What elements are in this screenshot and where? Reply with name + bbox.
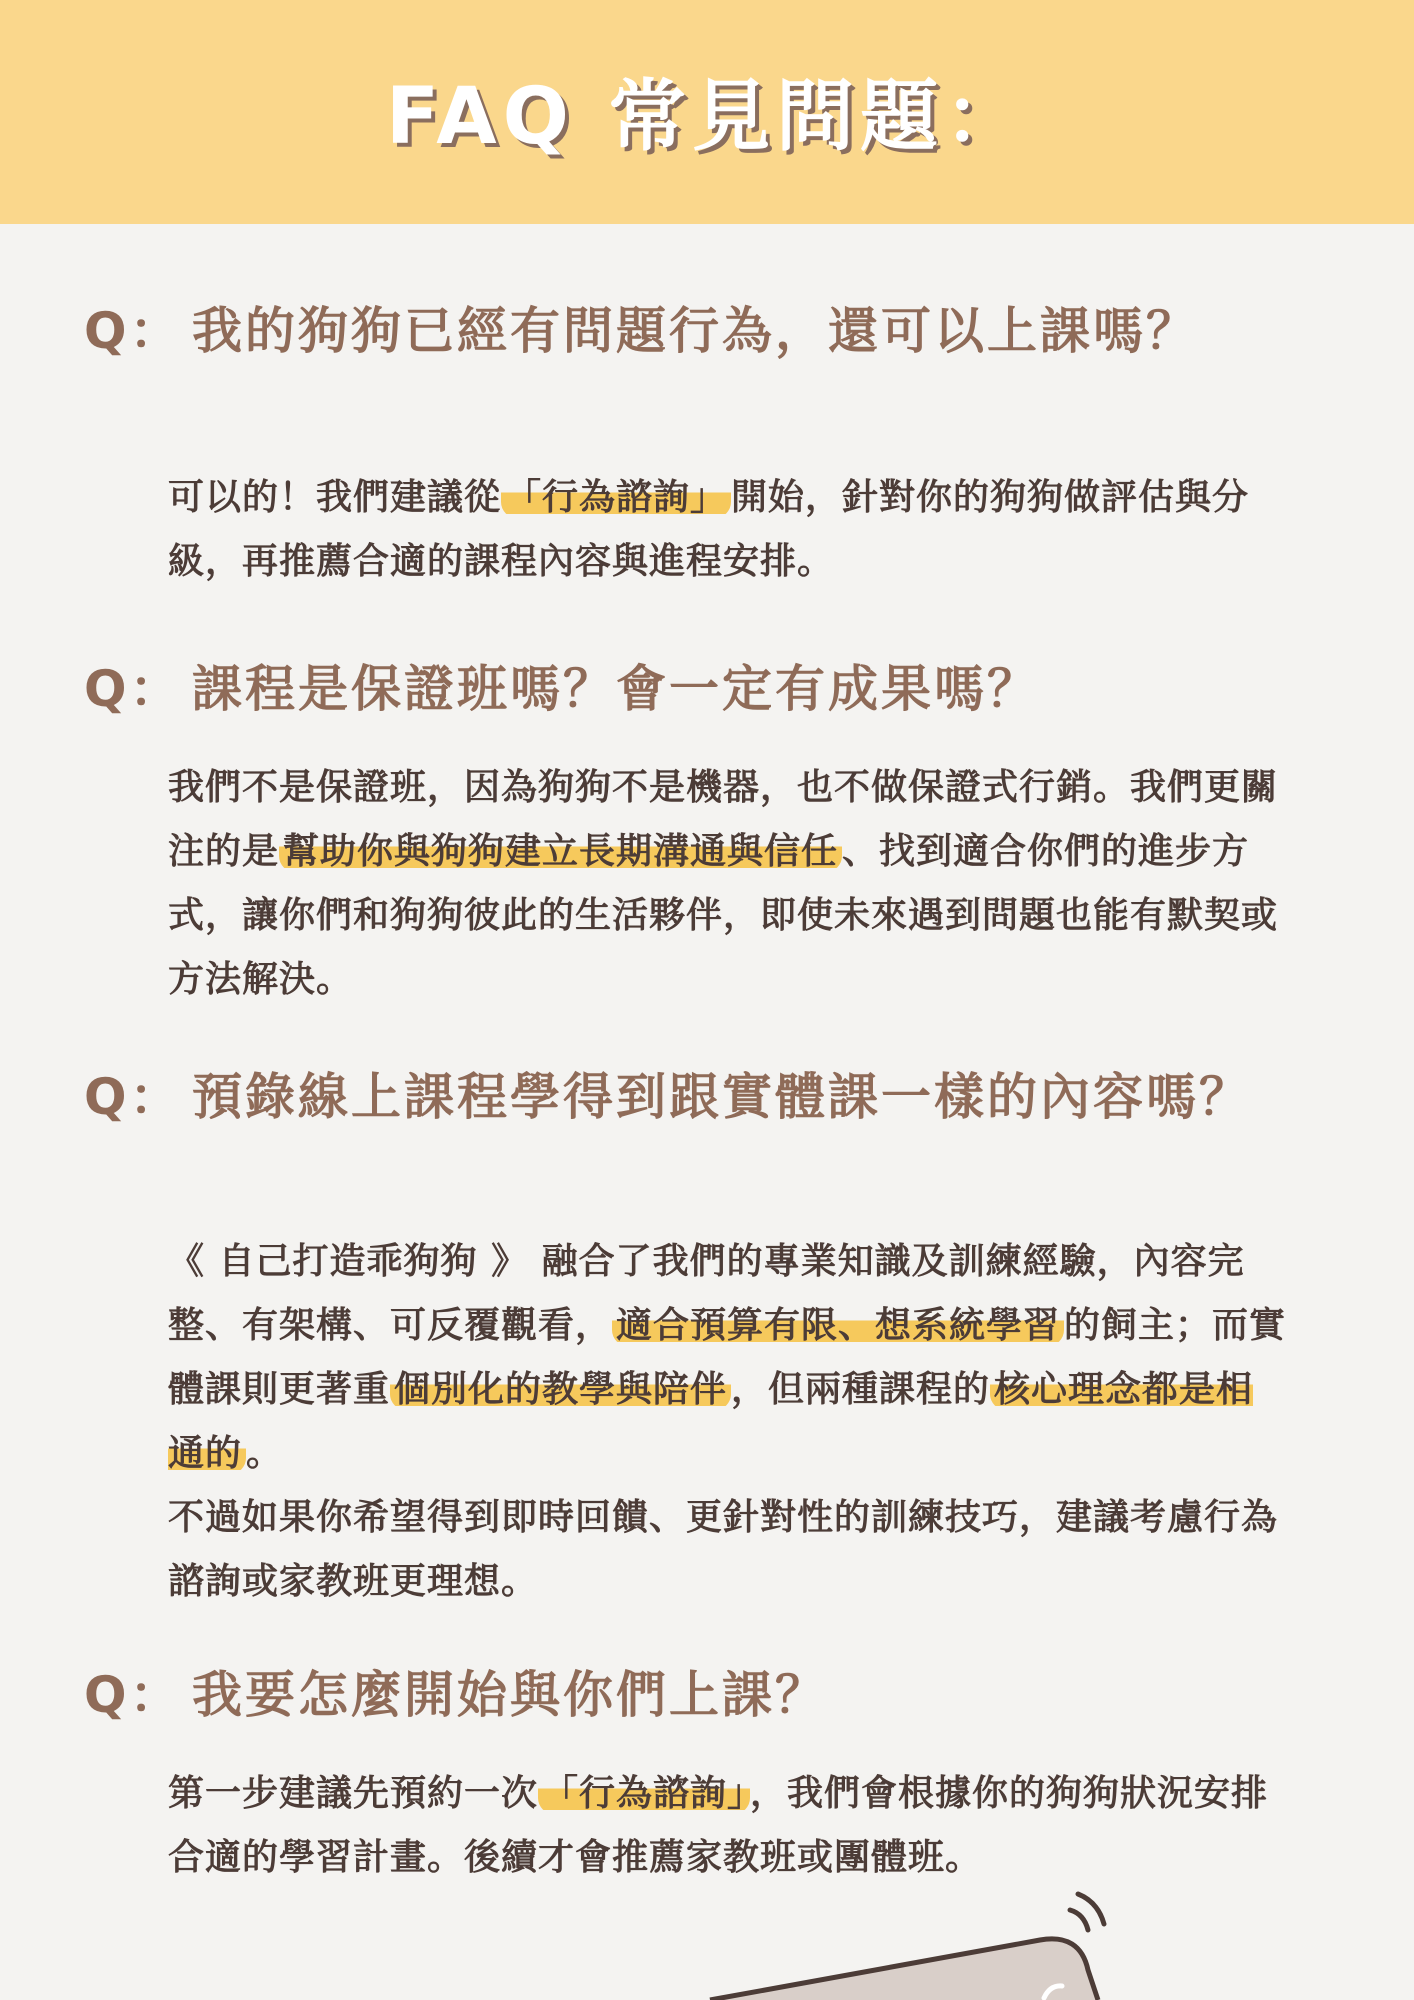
phone-illustration-icon — [700, 1890, 1120, 2000]
question-prefix: Q： — [84, 1068, 183, 1126]
question-prefix: Q： — [84, 1666, 183, 1724]
answer-text: ，但兩種課程的 — [731, 1369, 991, 1410]
faq-answer — [168, 466, 1288, 594]
question-prefix: Q： — [84, 302, 183, 360]
answer-text: 我們不是保證班，因為狗狗不是機器，也不做保證式行銷。我們更關注的是 — [168, 767, 1279, 872]
answer-highlight: 「行為諮詢」 — [538, 1773, 750, 1814]
faq-answer — [168, 1230, 1288, 1614]
question-text: 我要怎麼開始與你們上課？ — [192, 1666, 828, 1724]
answer-text: 《 自己打造乖狗狗 》 融合了我們的專業知識及訓練經驗，內容完整、有架構、可反覆觀看， — [168, 1241, 1245, 1346]
faq-question — [84, 298, 1344, 364]
header-banner — [0, 0, 1414, 224]
faq-question — [84, 1064, 1344, 1130]
faq-answer — [168, 1762, 1288, 1890]
answer-text: ，我們會根據你的狗狗狀況安排合適的學習計畫。後續才會推薦家教班或團體班。 — [168, 1773, 1269, 1878]
question-prefix: Q： — [84, 660, 183, 718]
faq-question — [84, 656, 1344, 722]
faq-question — [84, 1662, 1344, 1728]
answer-text: 的飼主；而實體課則更著重 — [168, 1305, 1287, 1410]
answer-text: 、找到適合你們的進步方式，讓你們和狗狗彼此的生活夥伴，即使未來遇到問題也能有默契或方法解決。 — [168, 831, 1279, 1000]
answer-text: 第一步建議先預約一次 — [168, 1773, 539, 1814]
question-text: 課程是保證班嗎？會一定有成果嗎？ — [192, 660, 1040, 718]
page-title: FAQ 常見問題： — [385, 72, 1029, 162]
answer-highlight: 適合預算有限、想系統學習 — [612, 1305, 1064, 1346]
answer-text: 。 — [246, 1433, 284, 1474]
question-text: 我的狗狗已經有問題行為，還可以上課嗎？ — [192, 302, 1199, 360]
answer-highlight: 個別化的教學與陪伴 — [390, 1369, 731, 1410]
answer-text: 可以的！我們建議從 — [168, 477, 502, 518]
question-text: 預錄線上課程學得到跟實體課一樣的內容嗎？ — [192, 1068, 1252, 1126]
answer-text: 開始，針對你的狗狗做評估與分級，再推薦合適的課程內容與進程安排。 — [168, 477, 1250, 582]
answer-highlight: 幫助你與狗狗建立長期溝通與信任 — [279, 831, 842, 872]
faq-answer — [168, 756, 1288, 1012]
answer-text: 不過如果你希望得到即時回饋、更針對性的訓練技巧，建議考慮行為諮詢或家教班更理想。 — [168, 1497, 1279, 1602]
answer-highlight: 核心理念都是相通的 — [168, 1369, 1254, 1474]
answer-highlight: 「行為諮詢」 — [501, 477, 731, 518]
